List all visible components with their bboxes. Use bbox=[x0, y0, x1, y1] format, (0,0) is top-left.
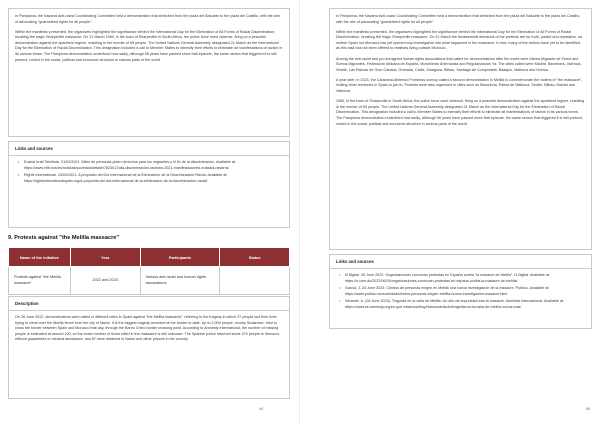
right-text-box bbox=[329, 8, 592, 250]
links-list bbox=[330, 269, 591, 311]
right-links-box bbox=[329, 254, 592, 329]
body-paragraph: 1960, in the town of Sharpeville in South Africa, the police force used violence, firing on a peaceful demonstration against the apartheid regime, resulting in the murder of 69 people. The United Nations General Assembly designated 21 March as the International Day for the Elimination of Racial Discrimination. This designation included a call to Member States to intensify their efforts to eliminate all manifestations of racism in its various forms. The Pamplona demonstration underlined how sadly, although 56 years have passed since that episode, the same racism that triggered it is still present, rooted in the social, political and economic structure in various parts of the world. bbox=[336, 99, 585, 126]
table-cell: 2022 and 2023 bbox=[70, 267, 140, 295]
table-row bbox=[9, 267, 290, 295]
body-paragraph: Within the manifesto presented, the organisers highlighted the significance behind the International Day for the Elimination of All Forms of Racial Discrimination, recalling the tragic Sharpeville massacre. On 21 March the fundamental demands of the protests are for truth, justice and reparation, as neither Spain nor Morocco has yet opened any investigation into what happened in the massacre. In fact, many of the victims have yet to be identified, as this task has not been offered to relatives living outside Morocco. bbox=[336, 29, 583, 51]
right-page bbox=[300, 0, 600, 424]
links-heading: Links and sources bbox=[336, 259, 374, 264]
table-cell: Protests against "the Melilla massacre" bbox=[9, 267, 71, 295]
link-item[interactable]: • Rights International. 15/03/2021. A propósito del Día Internacional de la Eliminación de la Discriminación Racial. Available at: https://rightsinternationalspain.org/a-proposito-del-dia-internacional-de-la-eliminacion-de-la-discriminacion-racial/ bbox=[15, 173, 283, 184]
links-heading: Links and sources bbox=[15, 146, 53, 151]
section-title: 9. Protests against "the Melilla massacre" bbox=[8, 235, 120, 241]
intro-paragraph: Within the manifesto presented, the organisers highlighted the significance behind the International Day for the Elimination of All Forms of Racial Discrimination, recalling the tragic Sharpeville massacre. On 21 March 1960, in the town of Sharpeville in South Africa, the police force used violence, firing on a peaceful demonstration against the apartheid regime, resulting in the murder of 69 people. The United Nations General Assembly designated 21 March as the International Day for the Elimination of Racial Discrimination. This designation included a call to Member States to intensify their efforts to eliminate all manifestations of racism in its various forms. The Pamplona demonstration underlined how sadly, although 56 years have passed since that episode, the same racism that triggered it is still present, rooted in the social, political and economic structure in various parts of the world. bbox=[15, 29, 283, 62]
link-item[interactable]: • García, J. 24 June 2023. Cientos de personas exigen en Melilla una nueva investigación de la masacre. Publico. Available at: https://www.publico.es/sociedad/cientos-personas-exigen-melilla-nueva-investigacion-masacre.html bbox=[336, 286, 585, 297]
description-text: On 26 June 2022, demonstrations were called in different cities in Spain against "the Melilla massacre", referring to the tragedy in which 37 people lost their lives trying to climb over the Melilla fence from the city of Nador. It is the biggest tragedy recorded at the border to date. Up to 2,000 people -mostly Sudanese- tried to cross the border between Spain and Morocco that day, through the Barrio Chino border crossing point. According to Amnesty International, the number of missing people is estimated at around 100, so the exact number of those killed in the massacre is still unknown. The Spanish police returned some 470 people to Morocco, without guarantees or medical assistance, and 87 were detained in Nador and other prisons in the country. bbox=[15, 315, 281, 342]
link-item[interactable]: • Senante, A. (26 June 2023). Tragedia en la valla de Melilla: Un año de impunidad tras la masacre. Amnistía Internacional. Available at: https://www.es.amnesty.org/en-que-estamos/blog/historia/articulo/tragedia-en-la-valla-de-melilla-nunca-mas/ bbox=[336, 299, 585, 310]
initiative-table bbox=[8, 247, 290, 295]
intro-text-box bbox=[8, 8, 290, 137]
body-paragraph: A year later, in 2023, the Caravana Abriendo Fronteras convoy called a second demonstration in Melilla to commemorate the victims of "the massacre", inviting other territories in Spain to join in. Protests were also organised in cities such as Barcelona, Palma de Mallorca, Seville, Bilbao, Madrid and Valencia. bbox=[336, 77, 583, 94]
table-cell: Various anti-racist and human rights associations bbox=[140, 267, 220, 295]
column-header: Participants bbox=[140, 248, 220, 267]
column-header: Status bbox=[220, 248, 290, 267]
left-links-box bbox=[8, 141, 290, 228]
link-item[interactable]: • Euskal Irrati Telebista. 21/03/2021. Miles de personas piden derechos para los migrantes y el fin de la discriminación. Available at: https://www.eitb.eus/es/noticias/sociedad/detalle/7824017/dia-discriminacion-racismo-2021-manifestaciones-euskadi-navarra/ bbox=[15, 160, 283, 171]
link-item[interactable]: • N Digital. 26 June 2022. Organizaciones convocan protestas en España contra "la masacre de Melilla". N Digital. Available at: https://n.com.do/2022/06/26/organizaciones-convocan-protestas-en-espana-contra-la-masacre-de-melilla/ bbox=[336, 273, 585, 284]
column-header: Name of the initiative bbox=[9, 248, 71, 267]
table-header-row bbox=[9, 248, 290, 267]
intro-paragraph: In Pamplona, the Navarra Anti-racist Coordinating Committee held a demonstration that stretched from the plaza del Baluarte to the plaza del Castillo, with the aim of advocating "guaranteed rights for all people". bbox=[15, 14, 280, 24]
table-cell bbox=[220, 267, 290, 295]
links-list bbox=[9, 156, 289, 184]
body-paragraph: In Pamplona, the Navarra Anti-racist Coordinating Committee held a demonstration that stretched from the plaza del Baluarte to the plaza del Castillo, with the aim of advocating "guaranteed rights for all people". bbox=[336, 14, 581, 24]
page-number: 45 bbox=[586, 407, 591, 411]
description-heading: Description bbox=[15, 301, 39, 306]
description-box bbox=[8, 296, 290, 399]
column-header: Year bbox=[70, 248, 140, 267]
body-paragraph: Among the anti-racist and pro-immigrant human rights associations that called for demonstrations after the event were Marea Migrante de Ferrol and Somos Migrantes, Federación Africana de España, Movimiento Antirracista and Regularización Ya. The cities called were Madrid, Barcelona, Valencia, Seville, Las Palmas de Gran Canaria, Granada, Cádiz, Zaragoza, Bilbao, Santiago de Compostela, Badajoz, Mallorca and Huelva. bbox=[336, 56, 582, 72]
page-number: 44 bbox=[259, 407, 264, 411]
